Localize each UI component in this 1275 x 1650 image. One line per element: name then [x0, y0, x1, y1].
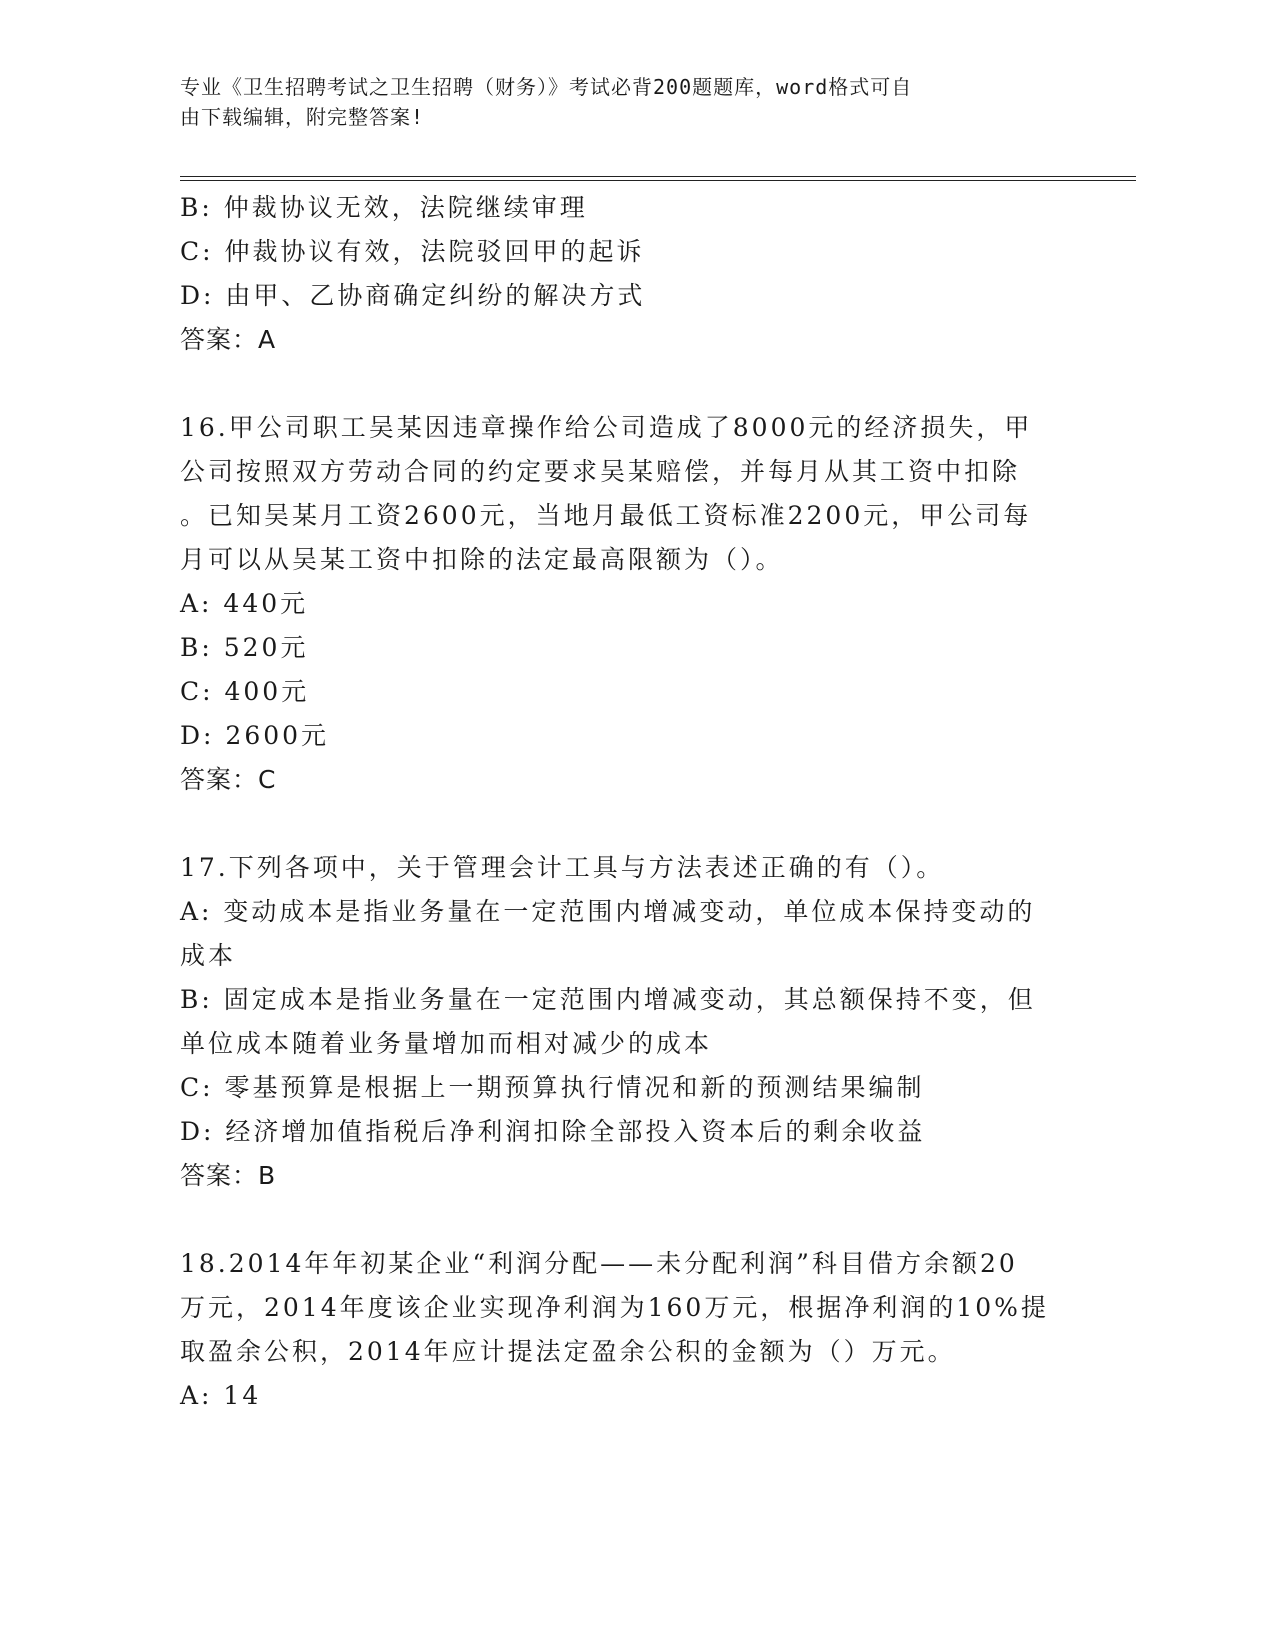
option-d: D: 2600元	[180, 721, 330, 750]
question-stem-line: 公司按照双方劳动合同的约定要求吴某赔偿，并每月从其工资中扣除	[180, 457, 1021, 486]
header-rule-top	[180, 176, 1136, 177]
question-17	[180, 846, 1060, 1198]
spacer	[180, 802, 1060, 846]
option-c: C: 仲裁协议有效，法院驳回甲的起诉	[180, 237, 645, 266]
header-line-2: 由下载编辑，附完整答案!	[180, 105, 425, 129]
option-b: B: 520元	[180, 633, 309, 662]
answer-label: 答案：C	[180, 765, 277, 794]
option-c: C: 零基预算是根据上一期预算执行情况和新的预测结果编制	[180, 1073, 925, 1102]
question-content	[180, 186, 1060, 1418]
header-line-1: 专业《卫生招聘考试之卫生招聘（财务）》考试必背200题题库，word格式可自	[180, 75, 913, 99]
option-a: A: 440元	[180, 589, 309, 618]
option-a: A: 变动成本是指业务量在一定范围内增减变动，单位成本保持变动的	[180, 897, 1036, 926]
question-stem-line: 取盈余公积，2014年应计提法定盈余公积的金额为（）万元。	[180, 1337, 956, 1366]
question-stem-line: 。已知吴某月工资2600元，当地月最低工资标准2200元，甲公司每	[180, 501, 1032, 530]
answer-label: 答案：B	[180, 1161, 277, 1190]
spacer	[180, 1198, 1060, 1242]
question-stem-line: 月可以从吴某工资中扣除的法定最高限额为（）。	[180, 545, 784, 574]
question-15-tail	[180, 186, 1060, 362]
option-b-continued: 单位成本随着业务量增加而相对减少的成本	[180, 1029, 713, 1058]
option-b: B: 固定成本是指业务量在一定范围内增减变动，其总额保持不变，但	[180, 985, 1036, 1014]
spacer	[180, 362, 1060, 406]
question-stem-line: 17.下列各项中，关于管理会计工具与方法表述正确的有（）。	[180, 853, 945, 882]
option-c: C: 400元	[180, 677, 310, 706]
header-rule-bottom	[180, 180, 1136, 181]
question-stem-line: 18.2014年年初某企业“利润分配——未分配利润”科目借方余额20	[180, 1249, 1018, 1278]
option-d: D: 由甲、乙协商确定纠纷的解决方式	[180, 281, 646, 310]
option-a: A: 14	[180, 1381, 262, 1410]
option-d: D: 经济增加值指税后净利润扣除全部投入资本后的剩余收益	[180, 1117, 926, 1146]
option-b: B: 仲裁协议无效，法院继续审理	[180, 193, 588, 222]
option-a-continued: 成本	[180, 941, 237, 970]
answer-label: 答案：A	[180, 325, 277, 354]
question-16	[180, 406, 1060, 802]
document-header	[180, 72, 1060, 132]
question-18	[180, 1242, 1060, 1418]
question-stem-line: 16.甲公司职工吴某因违章操作给公司造成了8000元的经济损失，甲	[180, 413, 1033, 442]
question-stem-line: 万元，2014年度该企业实现净利润为160万元，根据净利润的10%提	[180, 1293, 1049, 1322]
